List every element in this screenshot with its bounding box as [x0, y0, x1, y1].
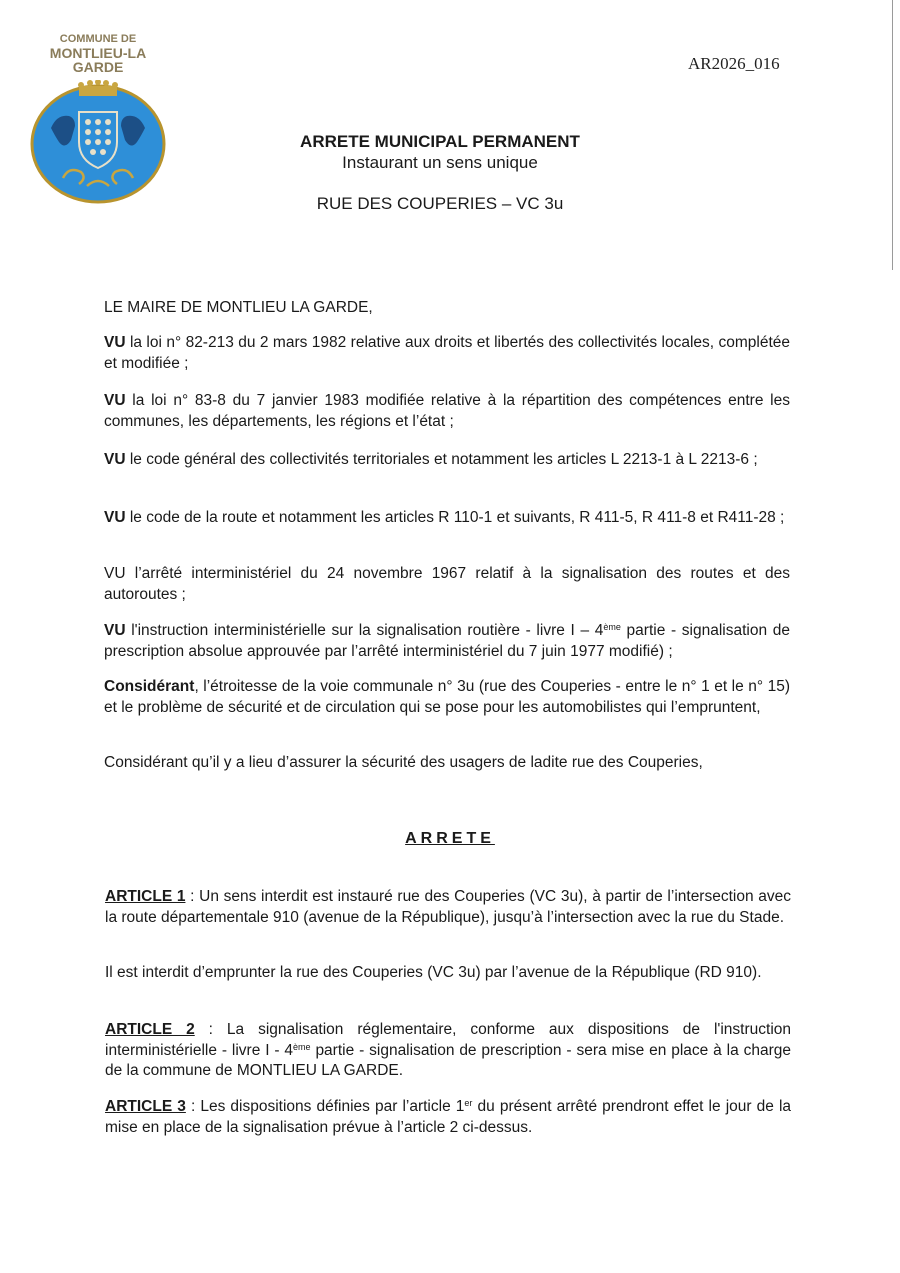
- article-1-paragraph-2: Il est interdit d’emprunter la rue des Couperies (VC 3u) par l’avenue de la République (RD 910).: [105, 964, 762, 981]
- vu-text: le code de la route et notamment les articles R 110-1 et suivants, R 411-5, R 411-8 et R411-28 ;: [125, 509, 785, 526]
- considerant-lead: Considérant: [104, 678, 195, 695]
- arrete-heading: ARRETE: [405, 830, 495, 847]
- document-title: ARRETE MUNICIPAL PERMANENT: [300, 132, 580, 151]
- superscript: ème: [293, 1041, 311, 1052]
- superscript: ème: [603, 622, 621, 632]
- vu-paragraph-2: [104, 391, 790, 432]
- vu-lead: VU: [104, 622, 126, 639]
- vu-paragraph-3: [104, 450, 790, 471]
- vu-lead: VU: [104, 392, 126, 409]
- article-3-text-continued: du présent arrêté prendront effet le jour de la mise en place de la signalisation prévue à l’article 2 ci-dessus.: [105, 1098, 792, 1136]
- article-3: [105, 1097, 791, 1138]
- vu-text-continued: partie - signalisation de prescription absolue approuvée par l’arrêté interministériel du 7 juin 1977 modifié) ;: [104, 622, 790, 660]
- superscript: er: [464, 1098, 473, 1108]
- vu-paragraph-4: [104, 508, 790, 529]
- vu-text: la loi n° 82-213 du 2 mars 1982 relative aux droits et libertés des collectivités locales, complétée et modifiée ;: [104, 334, 790, 372]
- page-edge-line: [892, 0, 893, 270]
- logo-line-2: MONTLIEU-LA GARDE: [49, 45, 147, 75]
- vu-lead: VU: [104, 334, 126, 351]
- article-3-heading: ARTICLE 3: [105, 1098, 186, 1115]
- article-3-text: : Les dispositions définies par l’article 1: [185, 1098, 465, 1115]
- vu-text: la loi n° 83-8 du 7 janvier 1983 modifiée relative à la répartition des compétences entre les communes, les départements, les régions et l’état ;: [104, 392, 790, 430]
- article-1: [105, 887, 791, 928]
- vu-paragraph-6: [104, 621, 790, 662]
- document-reference: AR2026_016: [688, 54, 780, 73]
- article-1-text: : Un sens interdit est instauré rue des Couperies (VC 3u), à partir de l’intersection avec la route départementale 910 (avenue de la République), jusqu’à l’intersection avec la rue du Stade.: [105, 888, 791, 926]
- article-2-heading: ARTICLE 2: [105, 1021, 195, 1038]
- article-2: [105, 1020, 791, 1082]
- commune-logo: [26, 32, 170, 204]
- considerant-text: , l’étroitesse de la voie communale n° 3u (rue des Couperies - entre le n° 1 et le n° 15) et le problème de sécurité et de circulation qui se pose pour les automobilistes qui l’empruntent,: [104, 678, 790, 716]
- vu-lead: VU: [104, 451, 126, 468]
- document-subtitle: Instaurant un sens unique: [342, 153, 538, 172]
- article-2-text: : La signalisation réglementaire, conforme aux dispositions de l'instruction interministérielle - livre I - 4: [105, 1021, 792, 1059]
- considerant-paragraph-2: Considérant qu’il y a lieu d’assurer la sécurité des usagers de ladite rue des Couperies,: [104, 754, 703, 771]
- coat-of-arms-seal: [29, 80, 167, 204]
- mayor-line: LE MAIRE DE MONTLIEU LA GARDE,: [104, 299, 373, 316]
- crown-icon: [78, 80, 118, 96]
- shield-icon: [79, 112, 117, 168]
- logo-line-1: COMMUNE DE: [59, 33, 137, 45]
- vu-lead: VU: [104, 509, 126, 526]
- article-1-heading: ARTICLE 1: [105, 888, 186, 905]
- street-name: RUE DES COUPERIES – VC 3u: [316, 194, 564, 213]
- article-2-text-continued: partie - signalisation de prescription - sera mise en place à la charge de la commune de MONTLIEU LA GARDE.: [105, 1041, 791, 1079]
- vu-text: le code général des collectivités territoriales et notamment les articles L 2213-1 à L 2213-6 ;: [125, 451, 758, 468]
- vu-text: l'instruction interministérielle sur la signalisation routière - livre I – 4: [125, 622, 604, 639]
- vu-paragraph-5: VU l’arrêté interministériel du 24 novembre 1967 relatif à la signalisation des routes et des autoroutes ;: [104, 565, 790, 603]
- considerant-paragraph-1: [104, 677, 790, 718]
- vu-paragraph-1: [104, 333, 790, 374]
